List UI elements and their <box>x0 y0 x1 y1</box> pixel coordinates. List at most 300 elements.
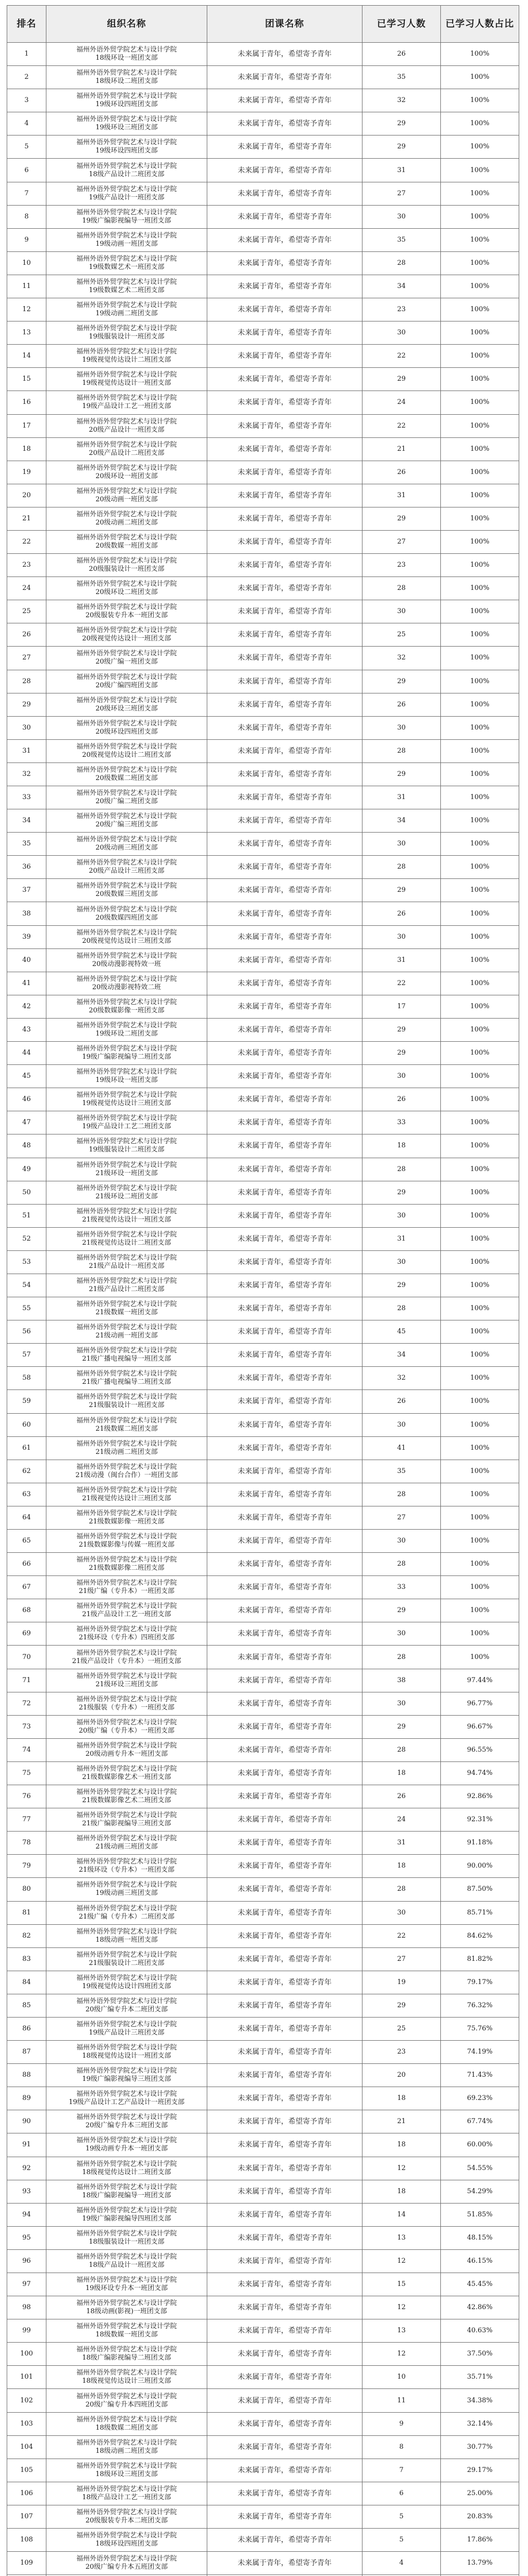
org-name-cell: 福州外语外贸学院艺术与设计学院 20级广编一班团支部 <box>46 647 207 670</box>
pct-cell: 54.29% <box>441 2180 519 2203</box>
org-name-cell: 福州外语外贸学院艺术与设计学院 21级数媒一班团支部 <box>46 1297 207 1320</box>
course-name-cell: 未来属于青年，希望寄予青年 <box>207 1042 362 1065</box>
org-name-cell: 福州外语外贸学院艺术与设计学院 18级环设四班团支部 <box>46 2529 207 2552</box>
pct-cell: 74.19% <box>441 2041 519 2064</box>
org-name-cell: 福州外语外贸学院艺术与设计学院 21级动画二班团支部 <box>46 1436 207 1460</box>
org-name-cell: 福州外语外贸学院艺术与设计学院 18级广编影视编导二班团支部 <box>46 2343 207 2366</box>
count-cell: 34 <box>362 275 441 298</box>
table-row <box>7 1274 519 1297</box>
pct-cell: 100% <box>441 1344 519 1367</box>
table-row <box>7 1297 519 1320</box>
pct-cell: 100% <box>441 1250 519 1274</box>
rank-cell: 93 <box>7 2180 46 2203</box>
count-cell: 30 <box>362 205 441 228</box>
course-name-cell: 未来属于青年，希望寄予青年 <box>207 1878 362 1901</box>
rank-cell: 16 <box>7 391 46 414</box>
count-cell: 30 <box>362 1204 441 1227</box>
table-row <box>7 2435 519 2459</box>
org-name-cell: 福州外语外贸学院艺术与设计学院 19级视觉传达设计二班团支部 <box>46 345 207 368</box>
rank-cell: 99 <box>7 2319 46 2343</box>
table-row <box>7 670 519 693</box>
table-row <box>7 762 519 786</box>
rank-cell: 45 <box>7 1065 46 1088</box>
table-row <box>7 2133 519 2157</box>
rank-cell: 30 <box>7 716 46 739</box>
pct-cell: 100% <box>441 670 519 693</box>
pct-cell: 100% <box>441 182 519 205</box>
pct-cell: 100% <box>441 89 519 112</box>
course-name-cell: 未来属于青年，希望寄予青年 <box>207 948 362 972</box>
table-row <box>7 1669 519 1692</box>
course-name-cell: 未来属于青年，希望寄予青年 <box>207 1646 362 1669</box>
pct-cell: 100% <box>441 1274 519 1297</box>
org-name-cell: 福州外语外贸学院艺术与设计学院 18级广编影视编导一班团支部 <box>46 2180 207 2203</box>
course-name-cell: 未来属于青年，希望寄予青年 <box>207 554 362 577</box>
pct-cell: 100% <box>441 205 519 228</box>
rank-cell: 25 <box>7 600 46 623</box>
table-row <box>7 530 519 553</box>
table-row <box>7 1413 519 1436</box>
org-name-cell: 福州外语外贸学院艺术与设计学院 20级动画专升本一班团支部 <box>46 1738 207 1761</box>
count-cell: 27 <box>362 182 441 205</box>
rank-cell: 75 <box>7 1761 46 1785</box>
pct-cell: 100% <box>441 1530 519 1553</box>
org-name-cell: 福州外语外贸学院艺术与设计学院 21级产品设计工艺一班团支部 <box>46 1599 207 1622</box>
rank-cell: 11 <box>7 275 46 298</box>
rank-cell: 9 <box>7 228 46 251</box>
course-name-cell: 未来属于青年，希望寄予青年 <box>207 1924 362 1947</box>
count-cell: 13 <box>362 2319 441 2343</box>
count-cell: 45 <box>362 1320 441 1344</box>
course-name-cell: 未来属于青年，希望寄予青年 <box>207 1715 362 1738</box>
pct-cell: 100% <box>441 623 519 647</box>
org-name-cell: 福州外语外贸学院艺术与设计学院 18级产品设计工艺一班团支部 <box>46 2482 207 2505</box>
count-cell: 30 <box>362 1530 441 1553</box>
rank-cell: 21 <box>7 507 46 530</box>
table-row <box>7 995 519 1018</box>
org-name-cell: 福州外语外贸学院艺术与设计学院 20级产品设计二班团支部 <box>46 437 207 461</box>
course-name-cell: 未来属于青年，希望寄予青年 <box>207 693 362 716</box>
table-row <box>7 623 519 647</box>
count-cell: 34 <box>362 1344 441 1367</box>
rank-cell: 38 <box>7 902 46 925</box>
count-cell: 9 <box>362 2412 441 2435</box>
rank-cell: 35 <box>7 833 46 856</box>
rank-cell: 101 <box>7 2366 46 2389</box>
table-row <box>7 1320 519 1344</box>
pct-cell: 51.85% <box>441 2203 519 2226</box>
course-name-cell: 未来属于青年，希望寄予青年 <box>207 2180 362 2203</box>
count-cell: 29 <box>362 879 441 902</box>
pct-cell: 100% <box>441 275 519 298</box>
org-name-cell: 福州外语外贸学院艺术与设计学院 20级广编三班团支部 <box>46 809 207 833</box>
table-row <box>7 2319 519 2343</box>
rank-cell: 107 <box>7 2505 46 2528</box>
pct-cell: 100% <box>441 1227 519 1250</box>
course-name-cell: 未来属于青年，希望寄予青年 <box>207 1227 362 1250</box>
pct-cell: 100% <box>441 507 519 530</box>
rank-cell: 7 <box>7 182 46 205</box>
course-name-cell: 未来属于青年，希望寄予青年 <box>207 1390 362 1413</box>
org-name-cell: 福州外语外贸学院艺术与设计学院 21级服装（专升本）一班团支部 <box>46 1692 207 1715</box>
course-name-cell: 未来属于青年，希望寄予青年 <box>207 275 362 298</box>
table-row <box>7 809 519 833</box>
table-row <box>7 484 519 507</box>
rank-cell: 85 <box>7 1994 46 2017</box>
org-name-cell: 福州外语外贸学院艺术与设计学院 19级动画专升本一班团支部 <box>46 2133 207 2157</box>
pct-cell: 90.00% <box>441 1855 519 1878</box>
table-row <box>7 414 519 437</box>
count-cell: 29 <box>362 670 441 693</box>
org-name-cell: 福州外语外贸学院艺术与设计学院 18级服装设计一班团支部 <box>46 2226 207 2249</box>
pct-cell: 75.76% <box>441 2017 519 2040</box>
course-name-cell: 未来属于青年，希望寄予青年 <box>207 2110 362 2133</box>
org-name-cell: 福州外语外贸学院艺术与设计学院 19级数媒艺术一班团支部 <box>46 251 207 275</box>
table-row <box>7 2459 519 2482</box>
rank-cell: 90 <box>7 2110 46 2133</box>
org-name-cell: 福州外语外贸学院艺术与设计学院 19级动画二班团支部 <box>46 298 207 321</box>
pct-cell: 76.32% <box>441 1994 519 2017</box>
org-name-cell: 福州外语外贸学院艺术与设计学院 21级产品设计一班团支部 <box>46 1250 207 1274</box>
pct-cell: 100% <box>441 902 519 925</box>
course-name-cell: 未来属于青年，希望寄予青年 <box>207 2319 362 2343</box>
table-row <box>7 2203 519 2226</box>
course-name-cell: 未来属于青年，希望寄予青年 <box>207 809 362 833</box>
table-row <box>7 2180 519 2203</box>
table-row <box>7 251 519 275</box>
pct-cell: 100% <box>441 1158 519 1181</box>
pct-cell: 100% <box>441 43 519 66</box>
rank-cell: 98 <box>7 2296 46 2319</box>
rank-cell: 103 <box>7 2412 46 2435</box>
count-cell: 31 <box>362 1832 441 1855</box>
pct-cell: 100% <box>441 739 519 762</box>
rank-cell: 72 <box>7 1692 46 1715</box>
course-name-cell: 未来属于青年，希望寄予青年 <box>207 762 362 786</box>
course-name-cell: 未来属于青年，希望寄予青年 <box>207 1738 362 1761</box>
course-name-cell: 未来属于青年，希望寄予青年 <box>207 739 362 762</box>
org-name-cell: 福州外语外贸学院艺术与设计学院 18级数媒二班团支部 <box>46 2412 207 2435</box>
pct-cell: 100% <box>441 345 519 368</box>
course-name-cell: 未来属于青年，希望寄予青年 <box>207 786 362 809</box>
table-row <box>7 739 519 762</box>
course-name-cell: 未来属于青年，希望寄予青年 <box>207 1111 362 1134</box>
count-cell: 18 <box>362 2087 441 2110</box>
org-name-cell: 福州外语外贸学院艺术与设计学院 19级广编影视编导一班团支部 <box>46 205 207 228</box>
rank-cell: 71 <box>7 1669 46 1692</box>
table-row <box>7 507 519 530</box>
course-name-cell: 未来属于青年，希望寄予青年 <box>207 2343 362 2366</box>
pct-cell: 35.71% <box>441 2366 519 2389</box>
count-cell: 12 <box>362 2296 441 2319</box>
pct-cell: 100% <box>441 1483 519 1506</box>
rank-cell: 66 <box>7 1553 46 1576</box>
rank-cell: 82 <box>7 1924 46 1947</box>
pct-cell: 100% <box>441 1460 519 1483</box>
count-cell: 30 <box>362 1413 441 1436</box>
org-name-cell: 福州外语外贸学院艺术与设计学院 20级动画三班团支部 <box>46 833 207 856</box>
rank-cell: 106 <box>7 2482 46 2505</box>
course-name-cell: 未来属于青年，希望寄予青年 <box>207 251 362 275</box>
table-body <box>7 43 519 2576</box>
count-cell: 30 <box>362 833 441 856</box>
rank-cell: 67 <box>7 1576 46 1599</box>
header-rank: 排名 <box>7 6 46 43</box>
rank-cell: 77 <box>7 1808 46 1832</box>
count-cell: 18 <box>362 1761 441 1785</box>
table-row <box>7 902 519 925</box>
pct-cell: 100% <box>441 972 519 995</box>
course-name-cell: 未来属于青年，希望寄予青年 <box>207 1297 362 1320</box>
course-name-cell: 未来属于青年，希望寄予青年 <box>207 2552 362 2575</box>
rank-cell: 32 <box>7 762 46 786</box>
course-name-cell: 未来属于青年，希望寄予青年 <box>207 2459 362 2482</box>
count-cell: 6 <box>362 2482 441 2505</box>
pct-cell: 100% <box>441 995 519 1018</box>
count-cell: 34 <box>362 809 441 833</box>
count-cell: 22 <box>362 414 441 437</box>
table-row <box>7 2529 519 2552</box>
count-cell: 28 <box>362 1553 441 1576</box>
count-cell: 28 <box>362 1878 441 1901</box>
org-name-cell: 福州外语外贸学院艺术与设计学院 20级环设一班团支部 <box>46 461 207 484</box>
count-cell: 29 <box>362 1994 441 2017</box>
rank-cell: 53 <box>7 1250 46 1274</box>
table-row <box>7 1204 519 1227</box>
count-cell: 29 <box>362 368 441 391</box>
count-cell: 21 <box>362 437 441 461</box>
table-row <box>7 1715 519 1738</box>
pct-cell: 100% <box>441 948 519 972</box>
course-name-cell: 未来属于青年，希望寄予青年 <box>207 414 362 437</box>
count-cell: 12 <box>362 2157 441 2180</box>
rank-cell: 95 <box>7 2226 46 2249</box>
org-name-cell: 福州外语外贸学院艺术与设计学院 21级数媒影像一班团支部 <box>46 1506 207 1529</box>
pct-cell: 32.14% <box>441 2412 519 2435</box>
rank-cell: 44 <box>7 1042 46 1065</box>
org-name-cell: 福州外语外贸学院艺术与设计学院 21级产品设计二班团支部 <box>46 1274 207 1297</box>
rank-cell: 31 <box>7 739 46 762</box>
org-name-cell: 福州外语外贸学院艺术与设计学院 20级服装设计一班团支部 <box>46 554 207 577</box>
count-cell: 18 <box>362 1855 441 1878</box>
org-name-cell: 福州外语外贸学院艺术与设计学院 20级环设四班团支部 <box>46 716 207 739</box>
count-cell: 35 <box>362 1460 441 1483</box>
count-cell: 10 <box>362 2366 441 2389</box>
course-name-cell: 未来属于青年，希望寄予青年 <box>207 1367 362 1390</box>
course-name-cell: 未来属于青年，希望寄予青年 <box>207 2273 362 2296</box>
rank-cell: 19 <box>7 461 46 484</box>
pct-cell: 29.17% <box>441 2459 519 2482</box>
rank-cell: 64 <box>7 1506 46 1529</box>
course-name-cell: 未来属于青年，希望寄予青年 <box>207 1018 362 1041</box>
table-row <box>7 2249 519 2273</box>
org-name-cell: 福州外语外贸学院艺术与设计学院 19级服装设计二班团支部 <box>46 1134 207 1158</box>
table-row <box>7 1692 519 1715</box>
rank-cell: 84 <box>7 1971 46 1994</box>
count-cell: 32 <box>362 1367 441 1390</box>
table-row <box>7 972 519 995</box>
org-name-cell: 福州外语外贸学院艺术与设计学院 18级环设三班团支部 <box>46 2459 207 2482</box>
rank-cell: 88 <box>7 2064 46 2087</box>
rank-cell: 17 <box>7 414 46 437</box>
table-row <box>7 1042 519 1065</box>
course-name-cell: 未来属于青年，希望寄予青年 <box>207 2482 362 2505</box>
pct-cell: 100% <box>441 368 519 391</box>
table-row <box>7 135 519 159</box>
table-row <box>7 1761 519 1785</box>
rank-cell: 28 <box>7 670 46 693</box>
count-cell: 30 <box>362 1250 441 1274</box>
table-row <box>7 1622 519 1646</box>
count-cell: 28 <box>362 1646 441 1669</box>
org-name-cell: 福州外语外贸学院艺术与设计学院 20级广编专升本二班团支部 <box>46 1994 207 2017</box>
course-name-cell: 未来属于青年，希望寄予青年 <box>207 716 362 739</box>
course-name-cell: 未来属于青年，希望寄予青年 <box>207 2203 362 2226</box>
course-name-cell: 未来属于青年，希望寄予青年 <box>207 66 362 89</box>
org-name-cell: 福州外语外贸学院艺术与设计学院 19级环设四班团支部 <box>46 135 207 159</box>
count-cell: 4 <box>362 2552 441 2575</box>
count-cell: 26 <box>362 1785 441 1808</box>
rank-cell: 102 <box>7 2389 46 2412</box>
course-name-cell: 未来属于青年，希望寄予青年 <box>207 2505 362 2528</box>
table-row <box>7 437 519 461</box>
course-name-cell: 未来属于青年，希望寄予青年 <box>207 1855 362 1878</box>
count-cell: 31 <box>362 159 441 182</box>
count-cell: 28 <box>362 1738 441 1761</box>
pct-cell: 45.45% <box>441 2273 519 2296</box>
org-name-cell: 福州外语外贸学院艺术与设计学院 21级广播电视编导一班团支部 <box>46 1344 207 1367</box>
table-row <box>7 2017 519 2040</box>
table-row <box>7 600 519 623</box>
rank-cell: 87 <box>7 2041 46 2064</box>
count-cell: 18 <box>362 1134 441 1158</box>
org-name-cell: 福州外语外贸学院艺术与设计学院 20级数媒三班团支部 <box>46 879 207 902</box>
org-name-cell: 福州外语外贸学院艺术与设计学院 20级数媒一班团支部 <box>46 530 207 553</box>
table-row <box>7 298 519 321</box>
table-row <box>7 159 519 182</box>
count-cell: 29 <box>362 1715 441 1738</box>
org-name-cell: 福州外语外贸学院艺术与设计学院 18级环设二班团支部 <box>46 66 207 89</box>
table-row <box>7 1994 519 2017</box>
rank-cell: 104 <box>7 2435 46 2459</box>
table-row <box>7 112 519 135</box>
count-cell: 31 <box>362 786 441 809</box>
pct-cell: 79.17% <box>441 1971 519 1994</box>
pct-cell: 48.15% <box>441 2226 519 2249</box>
pct-cell: 100% <box>441 1134 519 1158</box>
pct-cell: 100% <box>441 600 519 623</box>
pct-cell: 100% <box>441 762 519 786</box>
org-name-cell: 福州外语外贸学院艺术与设计学院 21级视觉传达设计三班团支部 <box>46 1483 207 1506</box>
count-cell: 30 <box>362 321 441 345</box>
rank-cell: 69 <box>7 1622 46 1646</box>
course-name-cell: 未来属于青年，希望寄予青年 <box>207 1599 362 1622</box>
rank-cell: 94 <box>7 2203 46 2226</box>
rank-cell: 58 <box>7 1367 46 1390</box>
count-cell: 26 <box>362 693 441 716</box>
org-name-cell: 福州外语外贸学院艺术与设计学院 21级动漫（闽台合作）一班团支部 <box>46 1460 207 1483</box>
table-row <box>7 1553 519 1576</box>
count-cell: 27 <box>362 530 441 553</box>
pct-cell: 97.44% <box>441 1669 519 1692</box>
pct-cell: 100% <box>441 159 519 182</box>
pct-cell: 100% <box>441 647 519 670</box>
count-cell: 29 <box>362 1042 441 1065</box>
count-cell: 41 <box>362 1436 441 1460</box>
course-name-cell: 未来属于青年，希望寄予青年 <box>207 1181 362 1204</box>
course-name-cell: 未来属于青年，希望寄予青年 <box>207 1785 362 1808</box>
table-row <box>7 925 519 948</box>
rank-cell: 76 <box>7 1785 46 1808</box>
table-row <box>7 833 519 856</box>
org-name-cell: 福州外语外贸学院艺术与设计学院 19级视觉传达设计一班团支部 <box>46 368 207 391</box>
pct-cell: 100% <box>441 1297 519 1320</box>
pct-cell: 100% <box>441 1065 519 1088</box>
count-cell: 18 <box>362 2180 441 2203</box>
rank-cell: 91 <box>7 2133 46 2157</box>
course-name-cell: 未来属于青年，希望寄予青年 <box>207 1832 362 1855</box>
table-row <box>7 43 519 66</box>
table-row <box>7 554 519 577</box>
ranking-table-wrapper <box>7 5 519 2576</box>
course-name-cell: 未来属于青年，希望寄予青年 <box>207 972 362 995</box>
rank-cell: 3 <box>7 89 46 112</box>
table-row <box>7 1158 519 1181</box>
course-name-cell: 未来属于青年，希望寄予青年 <box>207 1065 362 1088</box>
org-name-cell: 福州外语外贸学院艺术与设计学院 20级广编二班团支部 <box>46 786 207 809</box>
pct-cell: 100% <box>441 1599 519 1622</box>
course-name-cell: 未来属于青年，希望寄予青年 <box>207 1553 362 1576</box>
pct-cell: 100% <box>441 809 519 833</box>
rank-cell: 24 <box>7 577 46 600</box>
org-name-cell: 福州外语外贸学院艺术与设计学院 20级视觉传达设计三班团支部 <box>46 925 207 948</box>
org-name-cell: 福州外语外贸学院艺术与设计学院 20级数媒二班团支部 <box>46 762 207 786</box>
table-row <box>7 2343 519 2366</box>
rank-cell: 61 <box>7 1436 46 1460</box>
course-name-cell: 未来属于青年，希望寄予青年 <box>207 2157 362 2180</box>
course-name-cell: 未来属于青年，希望寄予青年 <box>207 1994 362 2017</box>
org-name-cell: 福州外语外贸学院艺术与设计学院 19级产品设计工艺产品设计一班团支部 <box>46 2087 207 2110</box>
org-name-cell: 福州外语外贸学院艺术与设计学院 20级服装专升本二班团支部 <box>46 2505 207 2528</box>
org-name-cell: 福州外语外贸学院艺术与设计学院 19级环设一班团支部 <box>46 1065 207 1088</box>
header-pct: 已学习人数占比 <box>441 6 519 43</box>
count-cell: 31 <box>362 484 441 507</box>
course-name-cell: 未来属于青年，希望寄予青年 <box>207 1506 362 1529</box>
course-name-cell: 未来属于青年，希望寄予青年 <box>207 995 362 1018</box>
course-name-cell: 未来属于青年，希望寄予青年 <box>207 925 362 948</box>
course-name-cell: 未来属于青年，希望寄予青年 <box>207 623 362 647</box>
course-name-cell: 未来属于青年，希望寄予青年 <box>207 1808 362 1832</box>
course-name-cell: 未来属于青年，希望寄予青年 <box>207 1158 362 1181</box>
org-name-cell: 福州外语外贸学院艺术与设计学院 19级动画三班团支部 <box>46 1878 207 1901</box>
table-row <box>7 1832 519 1855</box>
pct-cell: 100% <box>441 833 519 856</box>
rank-cell: 108 <box>7 2529 46 2552</box>
org-name-cell: 福州外语外贸学院艺术与设计学院 21级服装设计一班团支部 <box>46 1390 207 1413</box>
table-row <box>7 786 519 809</box>
pct-cell: 100% <box>441 1646 519 1669</box>
table-row <box>7 716 519 739</box>
course-name-cell: 未来属于青年，希望寄予青年 <box>207 345 362 368</box>
course-name-cell: 未来属于青年，希望寄予青年 <box>207 1971 362 1994</box>
course-name-cell: 未来属于青年，希望寄予青年 <box>207 2412 362 2435</box>
org-name-cell: 福州外语外贸学院艺术与设计学院 18级动画二班团支部 <box>46 2435 207 2459</box>
pct-cell: 69.23% <box>441 2087 519 2110</box>
course-name-cell: 未来属于青年，希望寄予青年 <box>207 2041 362 2064</box>
rank-cell: 43 <box>7 1018 46 1041</box>
pct-cell: 96.55% <box>441 1738 519 1761</box>
count-cell: 13 <box>362 2226 441 2249</box>
